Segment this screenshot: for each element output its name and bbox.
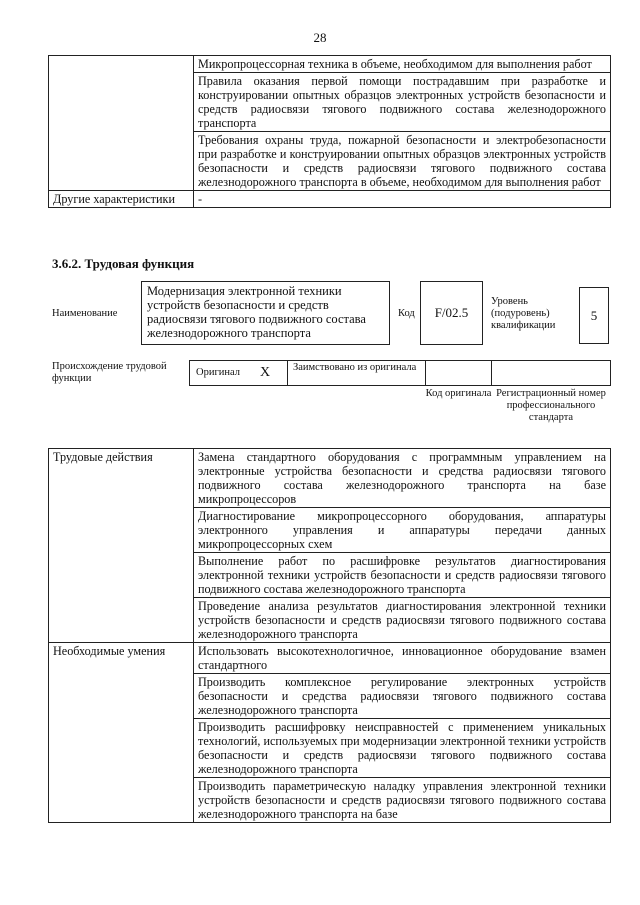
other-characteristics-value: -	[194, 191, 611, 208]
borrowed-box	[287, 360, 426, 386]
level-box: 5	[579, 287, 609, 344]
labor-action-item: Проведение анализа результатов диагностирования электронной техники устройств безопасности и средств радиосвязи тягового подвижного состава железнодорожного транспорта	[194, 598, 611, 643]
knowledge-item: Правила оказания первой помощи пострадавшим при разработке и конструировании опытных образцов электронных устройств безопасности и средств радиосвязи тягового подвижного состава железнодорожного транспорта	[194, 73, 611, 132]
original-label: Оригинал	[196, 367, 240, 378]
labor-actions-label: Трудовые действия	[49, 449, 194, 643]
code-caption: Код оригинала	[425, 388, 492, 399]
knowledge-table	[48, 55, 611, 208]
origin-label: Происхождение трудовой функции	[52, 361, 167, 384]
code-box: F/02.5	[420, 281, 483, 345]
original-box	[189, 360, 288, 386]
reg-number-box	[491, 360, 611, 386]
labor-action-item: Диагностирование микропроцессорного оборудования, аппаратуры электронного управления и аппаратуры передачи данных микропроцессорных схем	[194, 508, 611, 553]
code-label: Код	[398, 308, 415, 319]
skill-item: Производить параметрическую наладку управления электронной техники устройств безопасности и средств радиосвязи тягового подвижного состава железнодорожного транспорта на базе	[194, 778, 611, 823]
function-table	[48, 448, 611, 823]
knowledge-item: Требования охраны труда, пожарной безопасности и электробезопасности при разработке и конструировании опытных образцов электронных устройств безопасности и средств радиосвязи тягового подвижного состава железнодорожного транспорта в объеме, необходимом для выполнения работ	[194, 132, 611, 191]
required-skills-label: Необходимые умения	[49, 643, 194, 823]
name-label: Наименование	[52, 308, 118, 319]
labor-action-item: Замена стандартного оборудования с программным управлением на электронные устройства безопасности и средства радиосвязи тягового подвижного состава железнодорожного транспорта на базе микропроцессоров	[194, 449, 611, 508]
reg-caption: Регистрационный номер профессионального стандарта	[496, 388, 606, 423]
other-characteristics-label: Другие характеристики	[49, 191, 194, 208]
skill-item: Производить комплексное регулирование электронных устройств безопасности и средства радиосвязи тягового подвижного состава железнодорожного транспорта	[194, 674, 611, 719]
knowledge-label-cell	[49, 56, 194, 191]
origin-code-box	[425, 360, 492, 386]
skill-item: Производить расшифровку неисправностей с применением уникальных технологий, используемых при модернизации электронной техники устройств безопасности и средств радиосвязи тягового подвижного состава железнодорожного транспорта	[194, 719, 611, 778]
labor-action-item: Выполнение работ по расшифровке результатов диагностирования электронной техники устройств безопасности и средств радиосвязи тягового подвижного состава железнодорожного транспорта	[194, 553, 611, 598]
borrowed-label: Заимствовано из оригинала	[293, 362, 417, 373]
function-name-box: Модернизация электронной техники устройств безопасности и средств радиосвязи тягового подвижного состава железнодорожного транспорта	[141, 281, 390, 345]
page-number: 28	[313, 30, 327, 45]
original-mark: X	[260, 365, 271, 380]
level-label: Уровень (подуровень) квалификации	[491, 296, 556, 331]
knowledge-item: Микропроцессорная техника в объеме, необходимом для выполнения работ	[194, 56, 611, 73]
skill-item: Использовать высокотехнологичное, инновационное оборудование взамен стандартного	[194, 643, 611, 674]
section-title: 3.6.2. Трудовая функция	[52, 256, 195, 271]
